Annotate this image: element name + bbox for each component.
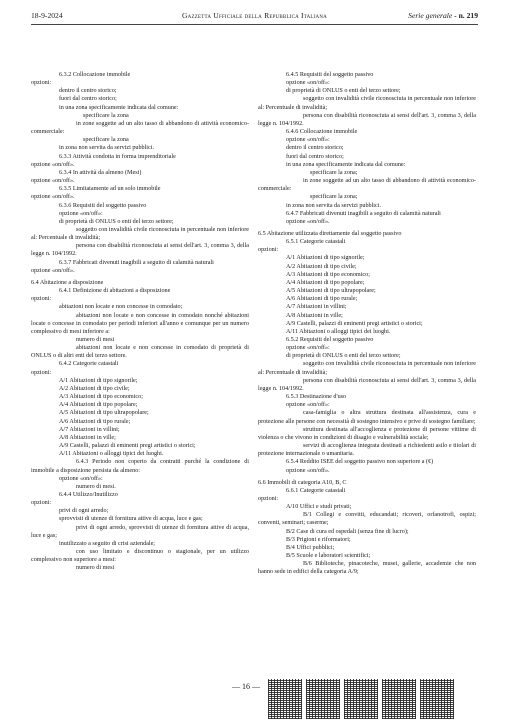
text-line: numero di mesi [76,565,115,572]
text-line: specificare la zona [83,112,129,119]
text-line: B/5 Scuole e laboratori scientifici; [286,553,371,560]
text-line: A/9 Castelli, palazzi di eminenti pregi artistici o storici; [59,443,196,450]
text-line: specificare la zona [83,137,129,144]
right-column [258,71,476,577]
text-line: in zone soggette ad un alto tasso di abbandono di attività economico-commerciale: [258,178,476,193]
text-line: struttura destinata all'accoglienza e protezione di persone vittime di violenza o che vivono in condizioni di disagio e vulnerabilità sociale; [258,426,476,441]
text-line: A/3 Abitazioni di tipo economico; [59,394,143,401]
text-line: 6.5.4 Reddito ISEE del soggetto passivo non superiore a (€) [286,459,434,466]
text-line: A/2 Abitazioni di tipo civile; [59,385,130,392]
text-line: soggetto con invalidità civile riconosciuta in percentuale non inferiore al: Percentuale di invalidità; [258,96,476,111]
text-line: A/7 Abitazioni in villini; [286,304,347,311]
text-line: 6.3.6 Requisiti del soggetto passivo [59,202,147,209]
text-line: opzione «on/off». [286,218,330,225]
text-line: opzione «on/off»: [286,345,330,352]
text-line: numero di mesi [76,337,115,343]
text-line: opzione «on/off». [31,161,75,168]
text-line: opzione «on/off»: [59,475,103,482]
text-line: soggetto con invalidità civile riconosciuta in percentuale non inferiore al: Percentuale di invalidità; [31,226,249,242]
text-line: opzione «on/off»: [286,80,330,87]
text-line: 6.4 Abitazione a disposizione [31,279,104,286]
page-header [31,11,478,25]
text-line: A/7 Abitazioni in villini; [59,426,120,433]
text-line: persona con disabilità riconosciuta ai sensi dell'art. 3, comma 3, della legge n. 104/1992. [31,243,249,258]
text-line: 6.5.1 Categorie catastali [286,239,346,246]
text-line: dentro il centro storico; [59,88,117,95]
text-line: in zona non servita da servizi pubblici. [286,202,381,209]
text-line: opzioni: [258,495,279,502]
text-line: dentro il centro storico; [286,145,344,152]
text-line: di proprietà di ONLUS o enti del terzo settore; [286,353,401,360]
gazette-title: Gazzetta Ufficiale della Repubblica Italiana [182,11,327,20]
text-line: opzione «on/off». [31,267,75,274]
text-line: in zone soggette ad un alto tasso di abbandono di attività economico-commerciale: [31,120,249,136]
text-line: opzioni: [31,369,52,376]
text-line: in una zona specificamente indicata dal comune: [286,161,406,168]
text-line: con uso limitato e discontinuo o stagionale, per un utilizzo complessivo non superiore a mesi: [31,549,249,564]
text-line: specificare la zona; [310,169,358,176]
barcode-image [268,679,302,719]
text-line: 6.4.5 Requisiti del soggetto passivo [286,72,374,78]
text-line: specificare la zona; [310,194,358,201]
text-line: A/2 Abitazioni di tipo civile; [286,263,357,270]
text-line: inutilizzato a seguito di crisi aziendale; [59,540,155,547]
text-line: A/8 Abitazioni in ville; [59,434,116,441]
text-line: opzione «on/off»: [286,137,330,144]
series-label: Serie generale [408,11,453,20]
text-line: B/6 Biblioteche, pinacoteche, musei, gallerie, accademie che non hanno sede in edifici della categoria A/9; [258,561,476,576]
text-line: A/10 Uffici e studi privati; [286,504,352,511]
text-line: B/4 Uffici pubblici; [286,544,335,551]
barcode-image [382,679,416,719]
text-line: abitazioni non locate e non concesse in comodato; [59,304,183,311]
text-line: 6.3.4 In attività da almeno (Mesi) [59,169,142,176]
text-line: 6.3.3 Attività condotta in forma imprenditoriale [59,153,176,160]
header-date: 18-9-2024 [31,11,63,20]
text-line: sprovvisti di utenze di fornitura attive di acqua, luce e gas; [59,516,203,523]
text-line: 6.6.1 Categorie catastali [286,487,346,494]
text-line: A/1 Abitazioni di tipo signorile; [59,377,138,384]
text-line: soggetto con invalidità civile riconosciuta in percentuale non inferiore al: Percentuale di invalidità; [258,361,476,376]
text-line: A/4 Abitazioni di tipo popolare; [286,279,365,286]
text-line: opzioni: [258,247,279,254]
text-line: di proprietà di ONLUS o enti del terzo settore; [286,88,401,95]
text-line: A/6 Abitazioni di tipo rurale; [286,296,358,303]
text-line: persona con disabilità riconosciuta ai sensi dell'art. 3, comma 3, della legge n. 104/1992. [258,112,476,127]
text-line: 6.3.5 Limitatamente ad un solo immobile [59,186,161,193]
text-line: A/9 Castelli, palazzi di eminenti pregi artistici o storici; [286,320,423,327]
text-line: opzione «on/off»: [59,210,103,217]
text-line: A/4 Abitazioni di tipo popolare; [59,402,138,409]
barcode-image [344,679,378,719]
text-line: A/5 Abitazioni di tipo ultrapopolare; [59,410,149,417]
text-line: persona con disabilità riconosciuta ai sensi dell'art. 3, comma 3, della legge n. 104/1992. [258,377,476,392]
text-line: 6.4.2 Categorie catastali [59,361,119,368]
barcode-image [420,679,454,719]
text-line: A/6 Abitazioni di tipo rurale; [59,418,131,425]
text-line: 6.4.4 Utilizzo/Inutilizzo [59,491,118,498]
text-line: privi di ogni arredo; [59,508,109,515]
text-line: 6.4.3 Periodo non coperto da contratti purché la condizione di immobile a disposizione persista da almeno: [31,459,249,474]
text-line: 6.4.6 Collocazione immobile [286,129,358,136]
page-number: — 16 — [232,682,260,691]
text-line: opzione «on/off». [31,178,75,185]
text-line: privi di ogni arredo, sprovvisti di utenze di fornitura attive di acqua, luce e gas; [31,524,249,539]
text-line: 6.5.2 Requisiti del soggetto passivo [286,337,374,343]
text-line: opzioni: [31,296,52,303]
text-line: abitazioni non locate e non concesse in comodato di proprietà di ONLUS o di altri enti del terzo settore. [31,345,249,360]
left-column [31,71,249,573]
barcode-image [306,679,340,719]
text-line: fuori dal centro storico; [286,153,344,160]
text-line: 6.3.7 Fabbricati divenuti inagibili a seguito di calamità naturali [59,259,214,266]
text-line: di proprietà di ONLUS o enti del terzo settore; [59,218,174,225]
text-line: opzioni: [31,80,52,87]
text-line: A/5 Abitazioni di tipo ultrapopolare; [286,288,376,295]
text-line: opzione «on/off». [286,467,330,474]
text-line: abitazioni non locate e non concesse in comodato nonché abitazioni locate o concesse in comodato per periodi inferiori all'anno e comunque per un numero complessivo di mesi inferiore a: [31,312,249,335]
text-line: 6.4.7 Fabbricati divenuti inagibili a seguito di calamità naturali [286,210,441,217]
text-line: B/2 Case di cura ed ospedali (senza fine di lucro); [286,528,409,535]
header-rule [31,24,478,25]
text-line: B/1 Collegi e convitti, educandati; ricoveri, orfanotrofi, ospizi; conventi, seminari; caserme; [258,512,476,527]
text-line: 6.5 Abitazione utilizzata direttamente dal soggetto passivo [258,230,402,237]
text-line: servizi di accoglienza integrata destinati a richiedenti asilo e titolari di protezione internazionale o umanitaria. [258,443,476,458]
text-line: A/1 Abitazioni di tipo signorile; [286,255,365,262]
series-info [408,11,478,20]
text-line: B/3 Prigioni e riformatori; [286,536,351,543]
text-line: numero di mesi. [76,483,116,490]
text-line: A/11 Abitazioni o alloggi tipici dei luoghi. [59,451,164,458]
text-line: 6.3.2 Collocazione immobile [59,72,131,78]
text-line: in zona non servita da servizi pubblici. [59,145,154,152]
text-line: opzioni: [31,500,52,507]
text-line: fuori dal centro storico; [59,96,117,103]
text-line: A/3 Abitazioni di tipo economico; [286,271,370,278]
text-line: 6.4.1 Definizione di abitazioni a disposizione [59,288,171,295]
text-line: opzione «on/off». [31,194,75,201]
text-line: 6.5.3 Destinazione d'uso [286,394,347,401]
text-line: casa-famiglia o altra struttura destinata all'assistenza, cura e protezione alle persone con necessità di sostegno intensivo e prive di sostegno familiare; [258,410,476,425]
text-line: in una zona specificamente indicata dal comune: [59,104,179,111]
text-line: 6.6 Immobili di categoria A10, B, C [258,479,347,486]
series-number: - n. 219 [454,11,478,20]
text-line: A/11 Abitazioni o alloggi tipici dei luoghi. [286,328,391,335]
text-line: opzione «on/off»: [286,402,330,409]
text-line: A/8 Abitazioni in ville; [286,312,343,319]
